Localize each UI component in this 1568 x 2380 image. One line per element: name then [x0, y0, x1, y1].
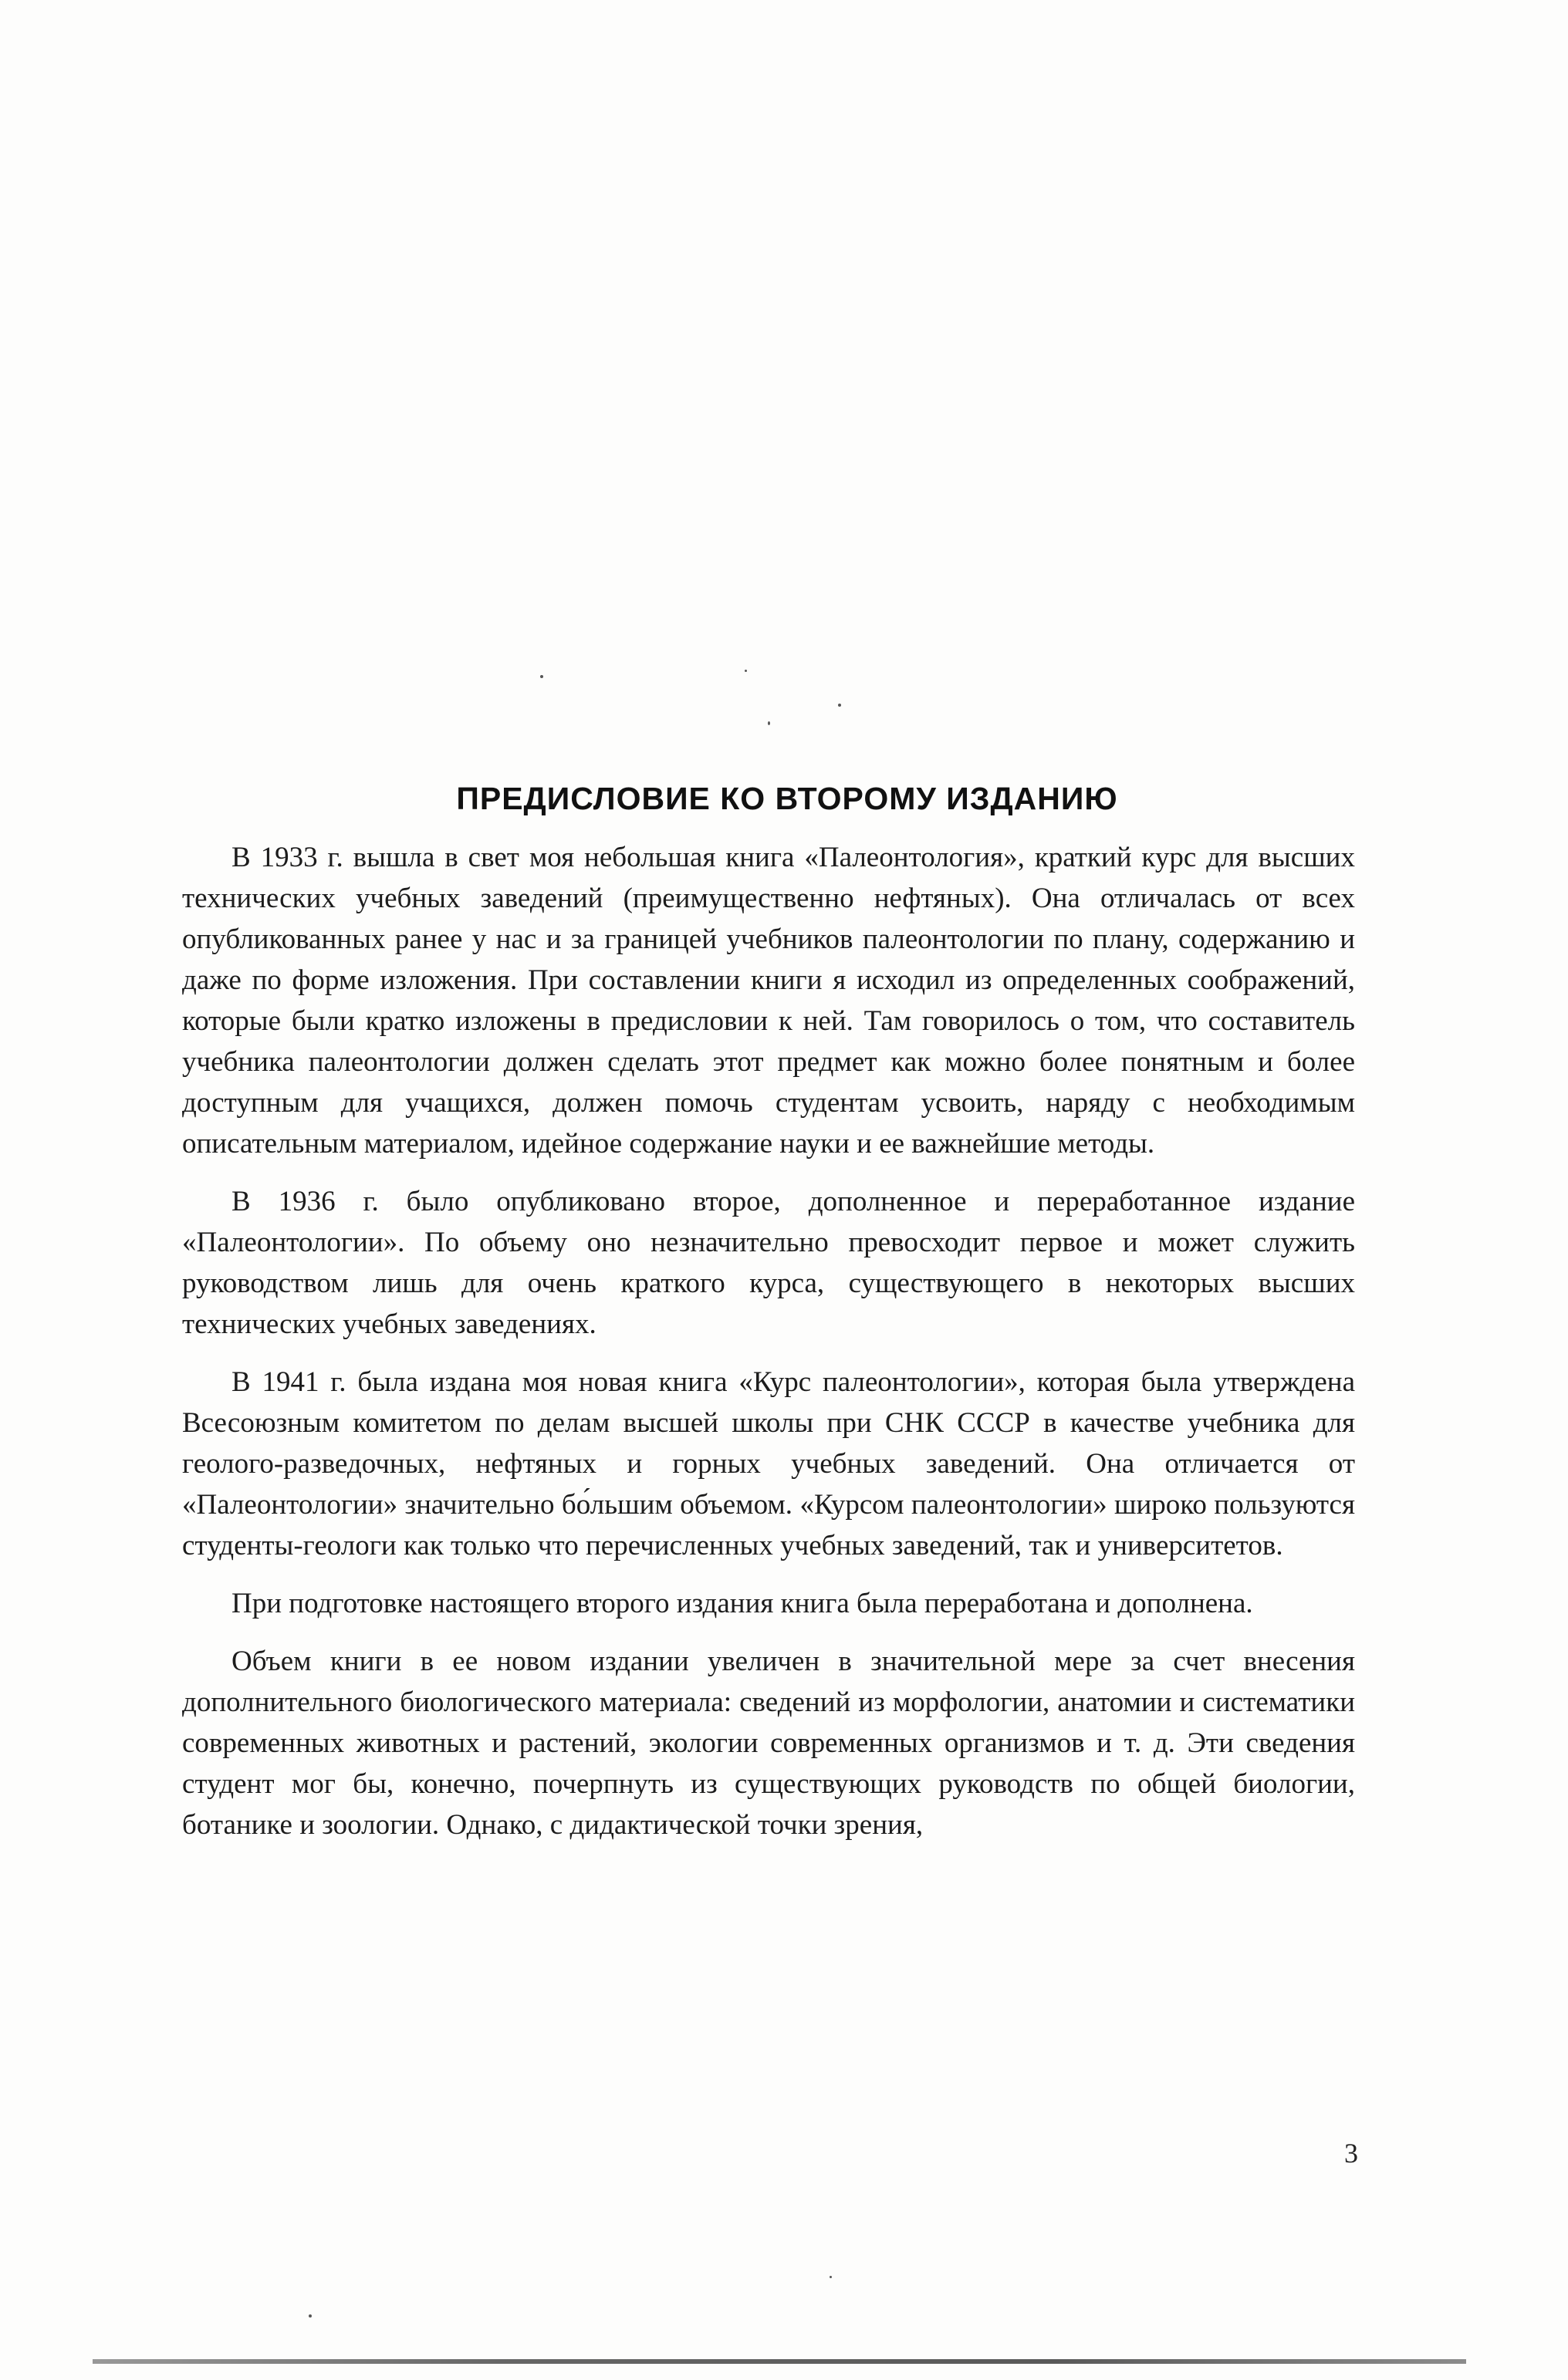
body-text	[182, 837, 1355, 1862]
print-speck	[768, 721, 770, 725]
paragraph: В 1933 г. вышла в свет моя небольшая книга «Палеонтология», краткий курс для высших технических учебных заведений (преимущественно нефтяных). Она отличалась от всех опубликованных ранее у нас и за границей учебников палеонтологии по плану, содержанию и даже по форме изложения. При составлении книги я исходил из определенных соображений, которые были кратко изложены в предисловии к ней. Там говорилось о том, что составитель учебника палеонтологии должен сделать этот предмет как можно более понятным и более доступным для учащихся, должен помочь студентам усвоить, наряду с необходимым описательным материалом, идейное содержание науки и ее важнейшие методы.	[182, 842, 1355, 1160]
paragraph: Объем книги в ее новом издании увеличен в значительной мере за счет внесения дополнительного биологического материала: сведений из морфологии, анатомии и систематики современных животных и растений, экологии современных организмов и т. д. Эти сведения студент мог бы, конечно, почерпнуть из существующих руководств по общей биологии, ботанике и зоологии. Однако, с дидактической точки зрения,	[182, 1646, 1355, 1841]
chapter-heading: ПРЕДИСЛОВИЕ КО ВТОРОМУ ИЗДАНИЮ	[456, 781, 1118, 817]
print-speck	[745, 670, 747, 672]
paragraph: В 1936 г. было опубликовано второе, дополненное и переработанное издание «Палеонтологии». По объему оно незначительно превосходит первое и может служить руководством лишь для очень краткого курса, существующего в некоторых высших технических учебных заведениях.	[182, 1186, 1355, 1340]
print-speck	[309, 2314, 312, 2318]
print-speck	[830, 2276, 832, 2278]
print-speck	[540, 675, 543, 678]
page-number: 3	[1344, 2138, 1358, 2169]
paragraph: В 1941 г. была издана моя новая книга «Курс палеонтологии», которая была утверждена Всесоюзным комитетом по делам высшей школы при СНК СССР в качестве учебника для геолого-разведочных, нефтяных и горных учебных заведений. Она отличается от «Палеонтологии» значительно бо́льшим объемом. «Курсом палеонтологии» широко пользуются студенты-геологи как только что перечисленных учебных заведений, так и университетов.	[182, 1366, 1355, 1561]
scan-edge-line	[93, 2359, 1466, 2364]
paragraph: При подготовке настоящего второго издания книга была переработана и дополнена.	[231, 1588, 1253, 1619]
print-speck	[838, 704, 841, 707]
